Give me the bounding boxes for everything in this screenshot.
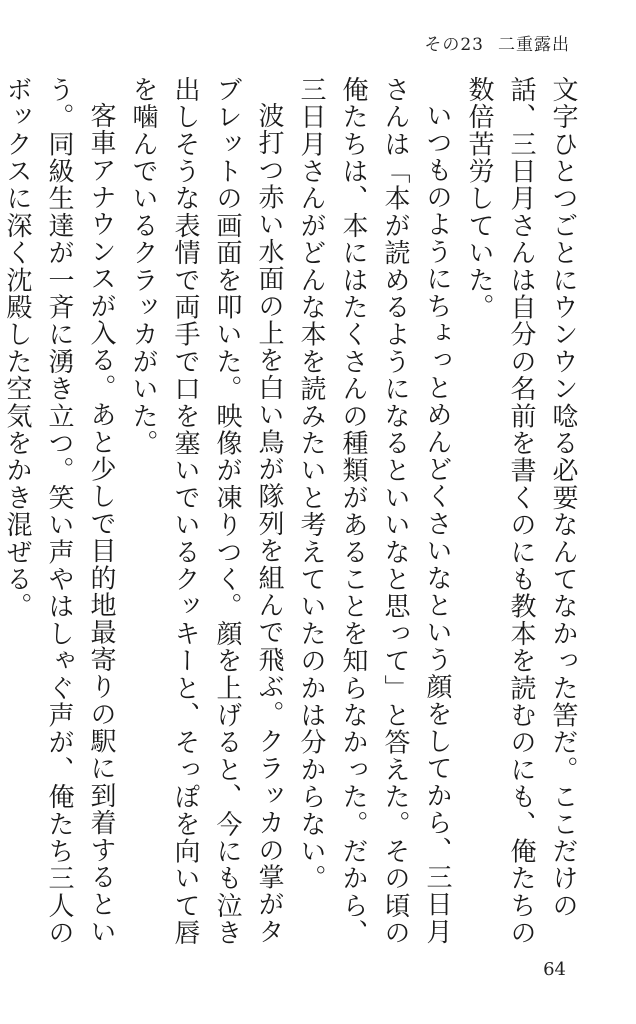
chapter-title: 二重露出	[498, 35, 570, 55]
paragraph-2: いつものようにちょっとめんどくさいなという顔をしてから、三日月さんは「本が読めるようになるといいなと思って」と答えた。その頃の俺たちは、本にはたくさんの種類があることを知らなかった。だから、三日月さんがどんな本を読みたいと考えていたのかは分からない。	[296, 76, 452, 947]
paragraph-4: 客車アナウンスが入る。あと少しで目的地最寄りの駅に到着するという。同級生達が一斉に湧き立つ。笑い声やはしゃぐ声が、俺たち三人のボックスに深く沈殿した空気をかき混ぜる。	[2, 76, 116, 947]
paragraph-3: 波打つ赤い水面の上を白い鳥が隊列を組んで飛ぶ。クラッカの掌がタブレットの画面を叩いた。映像が凍りつく。顔を上げると、今にも泣き出しそうな表情で両手で口を塞いでいるクッキーと、そっぽを向いて唇を噛んでいるクラッカがいた。	[128, 76, 284, 947]
running-header	[424, 30, 570, 55]
body-text	[2, 76, 584, 956]
paragraph-1: 文字ひとつごとにウンウン唸る必要なんてなかった筈だ。ここだけの話、三日月さんは自分の名前を書くのにも教本を読むのにも、俺たちの数倍苦労していた。	[464, 76, 578, 947]
page-number: 64	[543, 959, 566, 980]
chapter-number: その23	[424, 35, 484, 55]
